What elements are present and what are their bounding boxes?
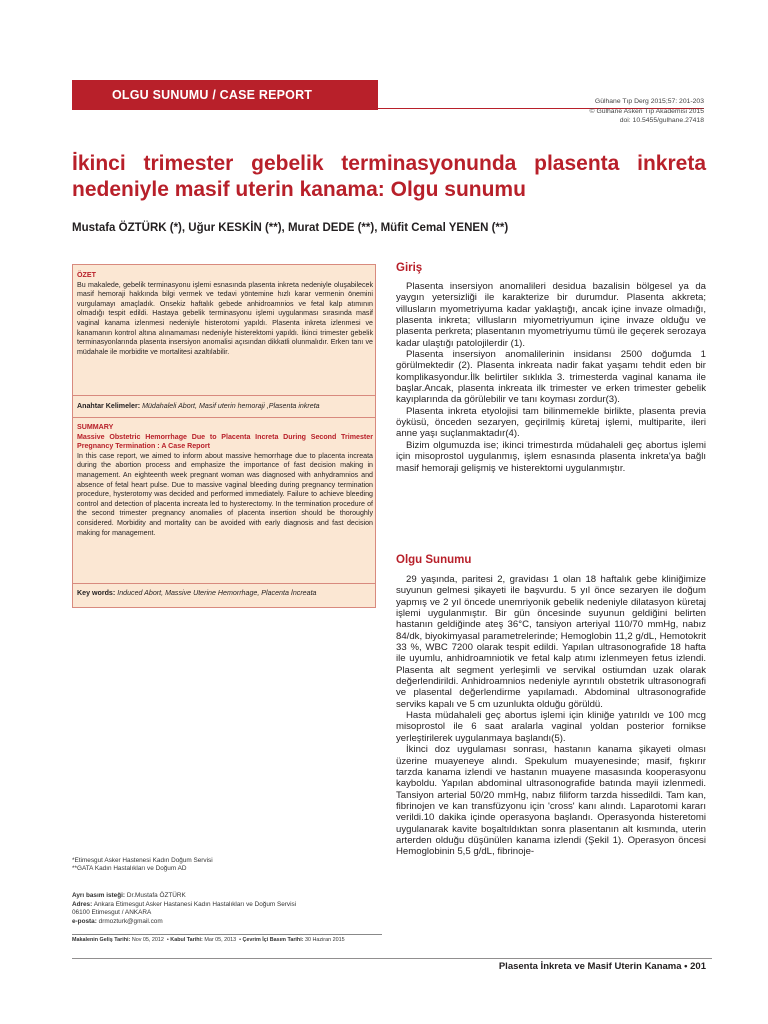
address-label: Adres: [72, 900, 93, 908]
article-type-banner: OLGU SUNUMU / CASE REPORT [72, 80, 378, 110]
address-text: Ankara Etimesgut Asker Hastanesi Kadın Hastalıkları ve Doğum Servisi [93, 900, 297, 908]
abstract-box [72, 264, 376, 608]
tr-keywords-label: Anahtar Kelimeler: [77, 402, 141, 410]
olgu-heading: Olgu Sunumu [396, 554, 472, 566]
tr-keywords-text: Müdahaleli Abort, Masif uterin hemoraji ,Plasenta inkreta [142, 402, 320, 410]
summary-title: Massive Obstetric Hemorrhage Due to Placenta Increta During Second Trimester Pregnancy Termination : A Case Report [77, 432, 373, 451]
giris-paragraph: Bizim olgumuzda ise; ikinci trimestırda müdahaleli geç abortus işlemi için misoprostol uygulanmış, işlem esnasında plasenta inkreta'ya bağlı masif hemoraji gelişmiş ve histerektomi uygulanmıştır. [396, 439, 706, 474]
address-city: 06100 Etimesgut / ANKARA [72, 909, 152, 917]
ozet-heading: ÖZET [77, 271, 96, 279]
keywords-divider [73, 395, 375, 396]
author-list: Mustafa ÖZTÜRK (*), Uğur KESKİN (**), Murat DEDE (**), Müfit Cemal YENEN (**) [72, 222, 509, 234]
received-label: Makalenin Geliş Tarihi: [72, 937, 131, 943]
olgu-paragraph: İkinci doz uygulaması sonrası, hastanın kanama şikayeti olması üzerine muayeneye alındı. Spekulum muayenesinde; masif, fışkırır tarzda kanama izlendi ve hastanın muayene masasında kooperasyonu kayboldu. Yapılan abdominal ultrasonografide batında mayii izlenmedi. Tansiyon arterial 50/20 mmHg, nabız filiform tarzda hissedildi. Tam kan, fibrinojen ve kan transfüzyonu için 'cross' kanı alındı. Laparotomi kararı verildi.10 dakika içinde operasyona başlandı. Operasyonda histeretomi uygulanarak kavite boşaltıldıktan sonra plasentanın alt kısmında, uterin arterden olduğu düşünülen kanama izlendi (Şekil 1). Operasyon öncesi Hemoglobinin 5,5 g/dL, fibrinoje- [396, 744, 706, 858]
affiliation-2: **GATA Kadın Hastalıkları ve Doğum AD [72, 865, 187, 873]
olgu-paragraph: Hasta müdahaleli geç abortus işlemi için kliniğe yatırıldı ve 100 mcg misoprostol ile 6 saat aralarla vaginal yoldan posterior fornikse yerleştirilerek uygulanmaya başlandı(5). [396, 710, 706, 744]
date-bullet: • [239, 937, 241, 943]
online-label: Çevrim İçi Basım Tarihi: [242, 937, 304, 943]
olgu-paragraph: 29 yaşında, paritesi 2, gravidası 1 olan 18 haftalık gebe kliniğimize suyunun gelmesi şikayeti ile başvurdu. 5 yıl önce sezaryen ile doğum yapmış ve 2 yıl öncede unemriyonik gebelik nedeniyle dilatasyon küretaj işlemi uygulanmıştır. Bir gün öncesinde suyunun geldiğini belirten hastanın geldiğinde ateş 36°C, tansiyon arteriyal 110/70 mmHg, nabız 84/dk, biyokimyasal parametrelerinde; Hemoglobin 11,2 g/dL, Hemotokrit 33 %, WBC 7200 olarak tespit edildi. Yapılan ultrasonografide 18 hafta ile uyumlu, anhidroamniotik ve fetal kalp atımı izlenmeyen fetus izlendi. Plasenta alt segment yerleşimli ve servikal ostiumdan uzak olarak değerlendirildi. Anhidroamnios nedeniyle ayrıntılı obstetrik ultrasonografi ve plasental değerlendirme yapılamadı. Abdominal ultrasonografide serviks kapalı ve 5 cm uzunlukta olduğu görüldü. [396, 574, 706, 710]
giris-paragraph: Plasenta insersiyon anomalilerinin insidansı 2500 doğumda 1 görülmektedir (2). Plasenta inkreata nadir fakat yaşamı tehdit eden bir komplikasyondur.İlk belirtiler sıklıkla 3. trimesterda vaginal kanama ile başlar.Ancak, plasenta inkreata ilk trimester ve erken trimester gebelik kayıplarında da görülebilir ve tanı koyması zordur(3). [396, 349, 706, 406]
email-address[interactable]: drmozturk@gmail.com [98, 917, 163, 925]
english-keywords [77, 589, 373, 599]
journal-citation [590, 97, 704, 126]
giris-paragraph: Plasenta inkreta etyolojisi tam bilinmemekle birlikte, plasenta previa öyküsü, önceden sezaryen, geçirilmiş küretaj işlemi, multiparite, ileri anne yaşı suçlanmaktadır(4). [396, 405, 706, 440]
running-title: Plasenta İnkreta ve Masif Uterin Kanama [498, 961, 682, 972]
olgu-section [396, 574, 706, 858]
giris-section [396, 281, 706, 474]
turkish-abstract [77, 271, 373, 357]
date-bullet: • [166, 937, 169, 943]
article-title: İkinci trimester gebelik terminasyonunda plasenta inkreta nedeniyle masif uterin kanama: Olgu sunumu [72, 152, 706, 201]
footer-rule [72, 958, 712, 959]
citation-line: Gülhane Tıp Derg 2015;57: 201-203 [594, 98, 704, 105]
email-label: e-posta: [72, 917, 97, 925]
running-footer [499, 961, 706, 972]
en-keywords-label: Key words: [77, 589, 116, 597]
english-abstract [77, 423, 373, 538]
affiliation-1: *Etimesgut Asker Hastenesi Kadın Doğum Servisi [72, 857, 213, 864]
turkish-keywords [77, 402, 373, 412]
article-dates [72, 934, 382, 944]
footer-bullet: • [684, 961, 688, 972]
affiliation-footnotes [72, 857, 382, 874]
correspondence-block [72, 892, 382, 926]
summary-text: In this case report, we aimed to inform about massive hemorrhage due to placenta increata during the abortion process and emphasize the importance of fast decision making in management. An eighteenth week pregnant woman was diagnosed with anhydramnios and absence of fetal heart pulse. Due to massive vaginal bleeding during pregnancy termination procedure, hysterotomy was decided and performed immediately. Failure to achieve bleeding control and detection of placenta increata led to hysterectomy. In the termination procedure of the second trimester pregnancy anomalies of placenta insertion should be thoroughly considered. Morbidity and mortality can be avoided with early diagnosis and fast decision making for management. [77, 451, 373, 537]
page-number: 201 [690, 961, 706, 972]
received-date: Nov 05, 2012 [131, 937, 164, 943]
summary-heading: SUMMARY [77, 423, 114, 431]
reprint-label: Ayrı basım isteği: [72, 892, 126, 899]
giris-paragraph: Plasenta insersiyon anomalileri desidua bazalisin bölgesel ya da yaygın yetersizliği ile karakterize bir durumdur. Plasenta akkreta; villusların myometriyuma kadar yaklaştığı, ancak içine invaze olmadığı, plasenta inkreta; villusların miyometriyumun içine invaze olduğu ve plasenta perkreta; plasentanın myometriyumu tümü ile geçerek serozaya kadar ulaştığı patolojilerdir (1). [396, 281, 706, 349]
summary-divider [73, 417, 375, 418]
ozet-text: Bu makalede, gebelik terminasyonu işlemi esnasında plasenta inkreta nedeniyle oluşabilecek masif hemoraji hakkında bilgi vermek ve tedavi yöntemine hızlı karar vermenin önemini vurgulamayı amaçladık. Onsekiz haftalık gebede anhidroamnios ve fetal kalp atımının olmadığı tespit edildi. Hastaya gebelik terminasyonu işlemi uygulanması sırasında masif vaginal kanama izlenmesi nedeniyle histerotomi yapıldı. Plasenta inkreta izlenmesi ve kanamanın kontrol altına alınamaması nedeniyle histerektomi yapıldı. İkinci trimester gebelik terminasyonlarında plasenta insersiyon anomalisi açısından dikkatli olunmalıdır. Erken tanı ve müdahale ile morbidite ve mortalitesi azaltılabilir. [77, 280, 373, 356]
accepted-date: Mar 05, 2013 [204, 937, 237, 943]
online-date: 30 Haziran 2015 [305, 937, 345, 943]
en-keywords-divider [73, 583, 375, 584]
reprint-name: Dr.Mustafa ÖZTÜRK [126, 892, 186, 899]
doi-line: doi: 10.5455/gulhane.27418 [619, 117, 704, 124]
accepted-label: Kabul Tarihi: [170, 937, 203, 943]
giris-heading: Giriş [396, 262, 423, 274]
en-keywords-text: Induced Abort, Massive Uterine Hemorrhage, Placenta İncreata [117, 589, 317, 597]
copyright-line: © Gülhane Askeri Tıp Akademisi 2015 [589, 107, 704, 115]
